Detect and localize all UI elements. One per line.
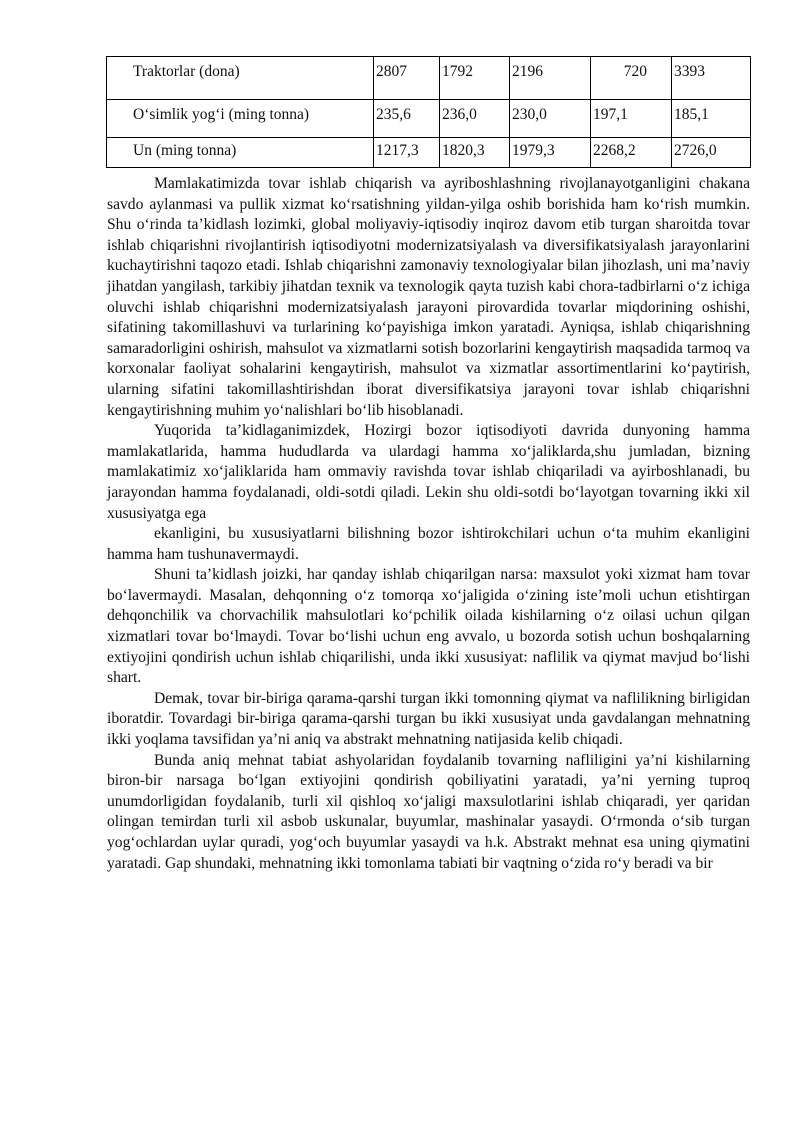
table-row — [107, 100, 751, 138]
table-cell: 1217,3 — [374, 138, 440, 168]
paragraph: Mamlakatimizda tovar ishlab chiqarish va ayriboshlashning rivojlanayotganligini chakana savdo aylanmasi va pullik xizmat ko‘rsatishning yildan-yilga oshib borishida ham ko‘rish mumkin. Shu o‘rinda ta’kidlash lozimki, global moliyaviy-iqtisodiy inqiroz davom etib turgan sharoitda tovar ishlab chiqarishni rivojlantirish iqtisodiyotni modernizatsiyalash va diversifikatsiyalash jarayonlarini kuchaytirishni taqozo etadi. Ishlab chiqarishni zamonaviy texnologiyalar bilan jihozlash, uni ma’naviy jihatdan yangilash, tarkibiy jihatdan texnik va texnologik qayta tuzish kabi chora-tadbirlarni o‘z ichiga oluvchi ishlab chiqarishni modernizatsiyalash jarayoni pirovardida tovarlar miqdorining oshishi, sifatining takomillashuvi va turlarining ko‘payishiga imkon yaratadi. Ayniqsa, ishlab chiqarishning samaradorligini oshirish, mahsulot va xizmatlarni sotish bozorlarini kengaytirish maqsadida tarmoq va korxonalar faoliyat sohalarini kengaytirish, mahsulot va xizmatlar assortimentlarini ko‘paytirish, ularning sifatini takomillashtirishdan iborat diversifikatsiya jarayoni tovar ishlab chiqarishni kengaytirishning muhim yo‘nalishlari bo‘lib hisoblanadi. — [107, 175, 750, 419]
table-cell: 236,0 — [440, 100, 510, 138]
table-cell: 3393 — [672, 57, 751, 100]
paragraph: Demak, tovar bir-biriga qarama-qarshi turgan ikki tomonning qiymat va naflilikning birligidan iboratdir. Tovardagi bir-biriga qarama-qarshi turgan bu ikki xususiyat unda gavdalangan mehnatning ikki yoqlama tavsifidan ya’ni aniq va abstrakt mehnatning natijasida kelib chiqadi. — [107, 689, 750, 749]
table-cell: 2196 — [510, 57, 591, 100]
paragraph: Yuqorida ta’kidlaganimizdek, Hozirgi bozor iqtisodiyoti davrida dunyoning hamma mamlakatlarida, hamma hududlarda va ulardagi hamma xo‘jaliklarda,shu jumladan, bizning mamlakatimiz xo‘jaliklarida ham ommaviy ravishda tovar ishlab chiqariladi va ayirboshlanadi, bu jarayondan hamma foydalanadi, oldi-sotdi qiladi. Lekin shu oldi-sotdi bo‘layotgan tovarning ikki xil xususiyatga ega — [107, 422, 750, 522]
table-row — [107, 57, 751, 100]
table-cell: 720 — [591, 57, 672, 100]
table-cell: 1820,3 — [440, 138, 510, 168]
body-text — [107, 174, 750, 874]
statistics-table — [106, 56, 751, 168]
table-cell: 1979,3 — [510, 138, 591, 168]
table-cell: 2726,0 — [672, 138, 751, 168]
row-label: Traktorlar (dona) — [107, 57, 374, 100]
table-cell: 2268,2 — [591, 138, 672, 168]
row-label: O‘simlik yog‘i (ming tonna) — [107, 100, 374, 138]
table-cell: 197,1 — [591, 100, 672, 138]
table-cell: 2807 — [374, 57, 440, 100]
paragraph: Bunda aniq mehnat tabiat ashyolaridan foydalanib tovarning nafliligini ya’ni kishilarning biron-bir narsaga bo‘lgan extiyojini qondirish qobiliyatini yaratadi, ya’ni yerning tuproq unumdorligidan foydalanib, turli xil qishloq xo‘jaligi maxsulotlarini ishlab chiqaradi, yer qaridan olingan temirdan turli xil asbob uskunalar, buyumlar, mashinalar yasaydi. O‘rmonda o‘sib turgan yog‘ochlardan uylar quradi, yog‘och buyumlar yasaydi va h.k. Abstrakt mehnat esa uning qiymatini yaratadi. Gap shundaki, mehnatning ikki tomonlama tabiati bir vaqtning o‘zida ro‘y beradi va bir — [107, 751, 750, 872]
table-row — [107, 138, 751, 168]
paragraph: ekanligini, bu xususiyatlarni bilishning bozor ishtirokchilari uchun o‘ta muhim ekanligini hamma ham tushunavermaydi. — [107, 525, 750, 563]
table-cell: 1792 — [440, 57, 510, 100]
table-cell: 230,0 — [510, 100, 591, 138]
table-cell: 185,1 — [672, 100, 751, 138]
paragraph: Shuni ta’kidlash joizki, har qanday ishlab chiqarilgan narsa: maxsulot yoki xizmat ham tovar bo‘lavermaydi. Masalan, dehqonning o‘z tomorqa xo‘jaligida o‘zining iste’moli uchun etishtirgan dehqonchilik va chorvachilik mahsulotlari ko‘pchilik oilada kishilarning o‘z oilasi uchun qilgan xizmatlari tovar bo‘lmaydi. Tovar bo‘lishi uchun eng avvalo, u bozorda sotish uchun boshqalarning extiyojini qondirish uchun ishlab chiqarilishi, unda ikki xususiyat: naflilik va qiymat mavjud bo‘lishi shart. — [107, 566, 750, 687]
table-cell: 235,6 — [374, 100, 440, 138]
row-label: Un (ming tonna) — [107, 138, 374, 168]
